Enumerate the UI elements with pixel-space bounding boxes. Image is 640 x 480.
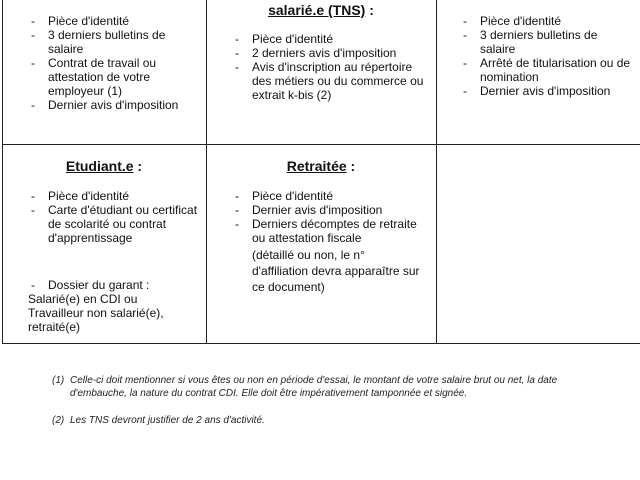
- retraitee-title-text: Retraitée: [286, 158, 347, 174]
- garant-text: Salarié(e) en CDI ou Travailleur non salarié(e), retraité(e): [28, 292, 164, 334]
- list-item: - Carte d'étudiant ou certificat de scolarité ou contrat d'apprentissage: [28, 203, 200, 245]
- list-item: - Dernier avis d'imposition: [232, 203, 428, 217]
- garant-block: [28, 278, 200, 334]
- retraitee-title-colon: :: [346, 158, 356, 174]
- salarie-cell: [28, 14, 198, 112]
- list-item: - Pièce d'identité: [460, 14, 636, 28]
- tns-document-list: [232, 32, 428, 102]
- garant-label: - Dossier du garant :: [28, 278, 200, 292]
- retraitee-title: [206, 158, 436, 174]
- list-item: - 2 derniers avis d'imposition: [232, 46, 428, 60]
- list-item: - Pièce d'identité: [28, 14, 198, 28]
- fonctionnaire-document-list: [460, 14, 636, 98]
- retraitee-cell: [232, 189, 428, 295]
- list-item: - 3 derniers bulletins de salaire: [28, 28, 198, 56]
- empty-cell: [437, 145, 640, 343]
- garant-list: [28, 278, 200, 292]
- retraitee-extra-text: (détaillé ou non, le n° d'affiliation devra apparaître sur ce document): [252, 248, 420, 294]
- list-item: - Dernier avis d'imposition: [460, 84, 636, 98]
- footnote-text: Les TNS devront justifier de 2 ans d'activité.: [70, 415, 265, 426]
- etudiant-title: [2, 158, 206, 174]
- list-item: - Pièce d'identité: [28, 189, 200, 203]
- list-item: - Arrêté de titularisation ou de nomination: [460, 56, 636, 84]
- table-border-bottom: [2, 343, 640, 344]
- list-item: - Pièce d'identité: [232, 189, 428, 203]
- etudiant-cell: [28, 189, 200, 245]
- list-item: - 3 derniers bulletins de salaire: [460, 28, 636, 56]
- etudiant-title-colon: :: [133, 158, 143, 174]
- tns-cell: [232, 32, 428, 102]
- salarie-document-list: [28, 14, 198, 112]
- footnote-number: (2): [52, 415, 65, 426]
- fonctionnaire-cell: [460, 14, 636, 98]
- tns-title-text: salarié.e (TNS): [268, 2, 366, 18]
- tns-title-colon: :: [365, 2, 374, 18]
- footnote-text: Celle-ci doit mentionner si vous êtes ou non en période d'essai, le montant de votre salaire brut ou net, la date d'embauche, la nature du contrat CDI. Elle doit être impérativement tamponnée et signée.: [70, 375, 558, 399]
- list-item: - Dernier avis d'imposition: [28, 98, 198, 112]
- retraitee-document-list: [232, 189, 428, 245]
- list-item: - Derniers décomptes de retraite ou attestation fiscale: [232, 217, 428, 245]
- etudiant-title-text: Etudiant.e: [65, 158, 134, 174]
- tns-title: [206, 2, 436, 18]
- footnote-number: (1): [52, 375, 65, 386]
- list-item: - Contrat de travail ou attestation de votre employeur (1): [28, 56, 198, 98]
- footnotes: [52, 374, 612, 441]
- footnote: [52, 374, 612, 400]
- list-item: - Pièce d'identité: [232, 32, 428, 46]
- etudiant-document-list: [28, 189, 200, 245]
- footnote: [52, 414, 612, 427]
- list-item: - Avis d'inscription au répertoire des métiers ou du commerce ou extrait k-bis (2): [232, 60, 428, 102]
